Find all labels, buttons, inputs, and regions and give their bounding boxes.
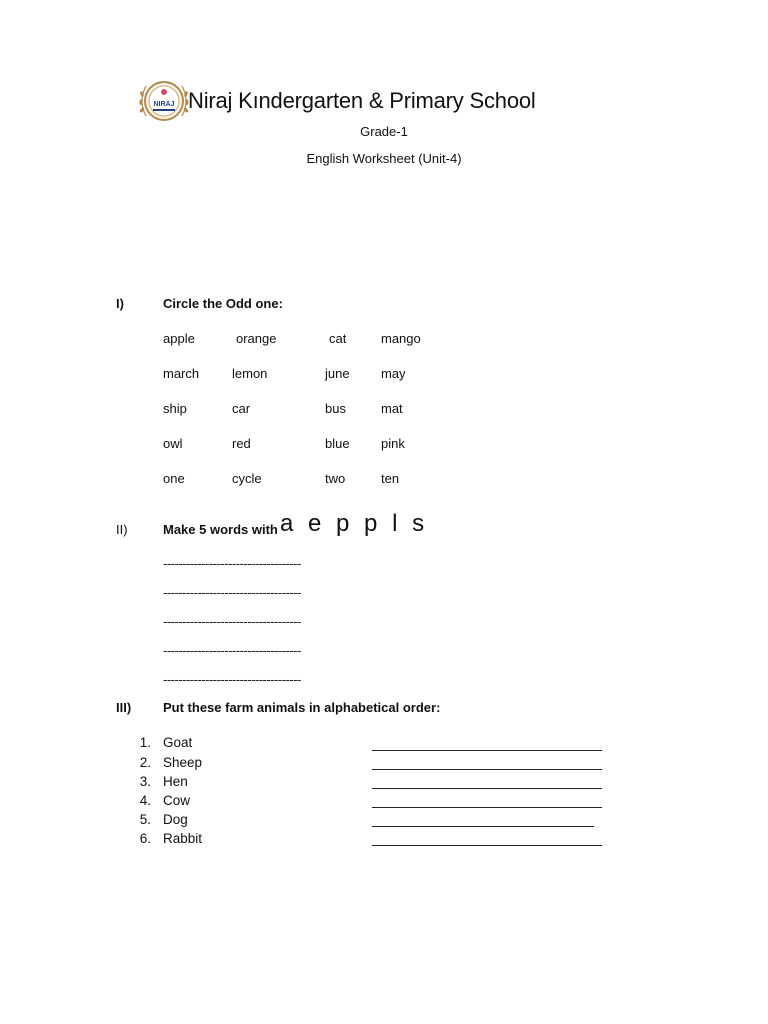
word[interactable]: red [232, 436, 251, 451]
list-number: 1. [139, 735, 151, 750]
animal-name: Goat [163, 735, 193, 750]
list-number: 3. [139, 774, 151, 789]
section-1-instruction: Circle the Odd one: [163, 296, 283, 311]
school-name: Niraj Kındergarten & Primary School [188, 88, 536, 113]
answer-line[interactable] [372, 807, 602, 808]
animal-name: Hen [163, 774, 188, 789]
word[interactable]: june [325, 366, 350, 381]
section-3-numeral: III) [116, 700, 132, 715]
word[interactable]: mango [381, 331, 421, 346]
word[interactable]: cycle [232, 471, 262, 486]
list-number: 4. [139, 793, 151, 808]
word[interactable]: ten [381, 471, 400, 486]
list-number: 6. [139, 831, 151, 846]
word[interactable]: car [232, 401, 251, 416]
answer-line[interactable] [372, 750, 602, 751]
section-1-numeral: I) [116, 296, 124, 311]
word[interactable]: one [163, 471, 185, 486]
animal-name: Cow [163, 793, 191, 808]
list-number: 5. [139, 812, 151, 827]
word[interactable]: apple [163, 331, 195, 346]
answer-blank[interactable]: ------------------------------------ [163, 585, 301, 600]
animal-name: Rabbit [163, 831, 203, 846]
word[interactable]: two [325, 471, 346, 486]
section-2-instruction: Make 5 words with [163, 522, 278, 537]
worksheet-title: English Worksheet (Unit-4) [306, 151, 462, 166]
answer-blank[interactable]: ------------------------------------ [163, 643, 301, 658]
grade-label: Grade-1 [360, 124, 408, 139]
answer-line[interactable] [372, 826, 594, 827]
word[interactable]: blue [325, 436, 350, 451]
animal-name: Sheep [163, 755, 203, 770]
section-3-instruction: Put these farm animals in alphabetical order: [163, 700, 441, 715]
logo-text: NIRAJ [153, 101, 175, 108]
answer-blank[interactable]: ------------------------------------ [163, 614, 301, 629]
word[interactable]: bus [325, 401, 346, 416]
answer-blank[interactable]: ------------------------------------ [163, 672, 301, 687]
animal-name: Dog [163, 812, 188, 827]
answer-line[interactable] [372, 788, 602, 789]
school-logo [136, 76, 192, 126]
word[interactable]: ship [163, 401, 187, 416]
word[interactable]: owl [163, 436, 183, 451]
answer-blank[interactable]: ------------------------------------ [163, 556, 301, 571]
word[interactable]: pink [381, 436, 405, 451]
word[interactable]: may [381, 366, 406, 381]
answer-line[interactable] [372, 769, 602, 770]
answer-line[interactable] [372, 845, 602, 846]
word[interactable]: cat [329, 331, 347, 346]
word[interactable]: march [163, 366, 200, 381]
letter-set: a e p p l s [280, 510, 429, 537]
list-number: 2. [139, 755, 151, 770]
word[interactable]: orange [236, 331, 277, 346]
word[interactable]: lemon [232, 366, 268, 381]
word[interactable]: mat [381, 401, 403, 416]
section-2-numeral: II) [116, 522, 128, 537]
